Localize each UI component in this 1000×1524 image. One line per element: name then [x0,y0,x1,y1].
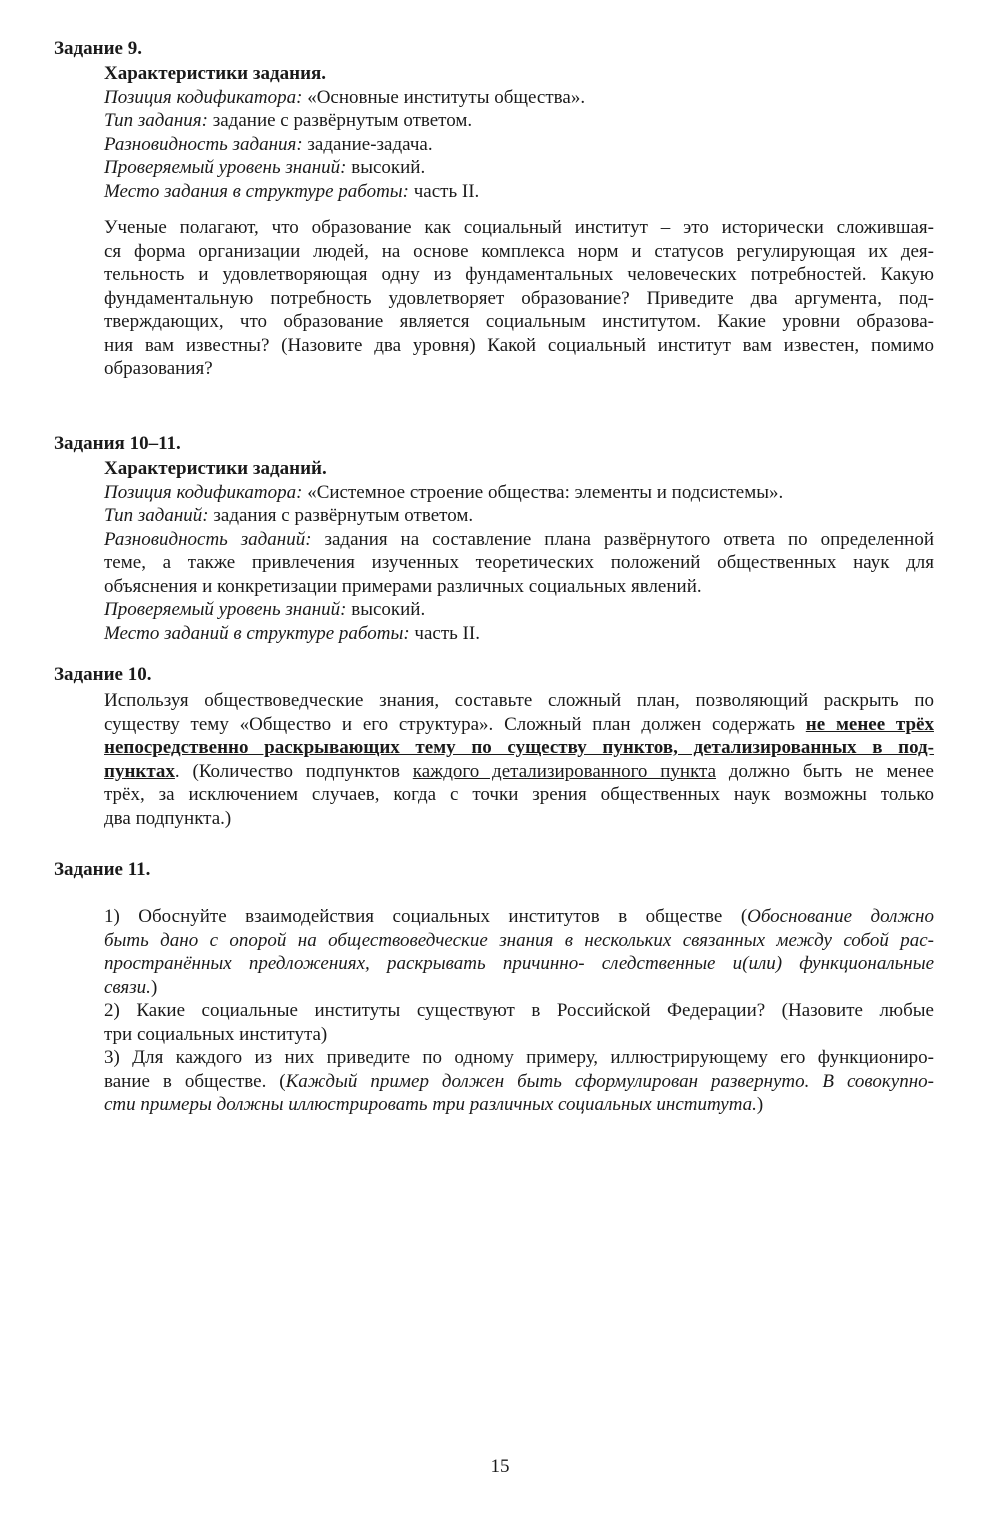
task9-title: Задание 9. [54,38,142,59]
task9-place: Место задания в структуре работы: часть II. [104,180,480,202]
tasks10-11-variety-cont: объяснения и конкретизации примерами различных социальных явлений. [104,575,702,597]
task9-text [104,216,934,381]
task11-text [104,905,934,1117]
task9-text-line: Ученые полагают, что образование как социальный институт – это исторически сложившая- [104,217,934,238]
task9-type: Тип задания: задание с развёрнутым ответом. [104,110,473,131]
tasks10-11-variety: Разновидность заданий: задания на составление плана развёрнутого ответа по определенной [104,528,934,550]
task9-characteristics [104,62,934,203]
task10-text [104,689,934,830]
tasks10-11-variety-cont: теме, а также привлечения изученных теоретических положений общественных наук для [104,552,934,573]
task9-text-line: фундаментальную потребность удовлетворяет образование? Приведите два аргумента, под- [104,287,934,309]
task9-characteristics-heading: Характеристики задания. [104,63,327,84]
task9-text-line: тверждающих, что образование является социальным институтом. Какие уровни образова- [104,311,934,332]
task9-text-line: тельность и удовлетворяющая одну из фундаментальных человеческих потребностей. Какую [104,264,934,285]
tasks10-11-place: Место заданий в структуре работы: часть II. [104,622,480,644]
task11-item2: 2) Какие социальные институты существуют в Российской Федерации? (Назовите любые [104,1000,934,1021]
task9-text-line: ния вам известны? (Назовите два уровня) Какой социальный институт вам известен, помимо [104,334,934,356]
task9-text-line: образования? [104,358,213,379]
task10-line: существу тему «Общество и его структура». Сложный план должен содержать не менее трёх [104,713,934,735]
task11-item3: 3) Для каждого из них приведите по одному примеру, иллюстрирующему его функциониро- [104,1047,934,1068]
task10-line: Используя обществоведческие знания, составьте сложный план, позволяющий раскрыть по [104,690,934,711]
task11-item1-cont: пространённых предложениях, раскрывать причинно- следственные и(или) функциональные [104,953,934,974]
task9-level: Проверяемый уровень знаний: высокий. [104,157,426,178]
task10-title: Задание 10. [54,664,152,685]
tasks10-11-title: Задания 10–11. [54,433,181,454]
tasks10-11-codifier: Позиция кодификатора: «Системное строение общества: элементы и подсистемы». [104,481,784,503]
task11-item3-cont: вание в обществе. (Каждый пример должен быть сформулирован развернуто. В совокупно- [104,1070,934,1092]
tasks10-11-level: Проверяемый уровень знаний: высокий. [104,599,426,620]
page-number: 15 [490,1456,510,1477]
tasks10-11-type: Тип заданий: задания с развёрнутым ответом. [104,505,474,526]
task11-title: Задание 11. [54,859,151,880]
task9-variety: Разновидность задания: задание-задача. [104,133,433,155]
task11-item1-cont: быть дано с опорой на обществоведческие знания в нескольких связанных между собой рас- [104,929,934,951]
task10-line: трёх, за исключением случаев, когда с точки зрения общественных наук возможны только [104,784,934,805]
task10-line: непосредственно раскрывающих тему по существу пунктов, детализированных в под- [104,737,934,758]
task11-item1-cont: связи.) [104,976,158,998]
task11-item2-cont: три социальных института) [104,1023,328,1045]
task11-item1: 1) Обоснуйте взаимодействия социальных институтов в обществе (Обоснование должно [104,906,934,927]
task10-line: два подпункта.) [104,807,232,829]
task11-item3-cont: сти примеры должны иллюстрировать три различных социальных института.) [104,1094,764,1115]
tasks10-11-characteristics [104,457,934,645]
task9-text-line: ся форма организации людей, на основе комплекса норм и статусов регулирующая их дея- [104,240,934,262]
tasks10-11-characteristics-heading: Характеристики заданий. [104,458,327,479]
task10-line: пунктах. (Количество подпунктов каждого детализированного пункта должно быть не менее [104,760,934,782]
task9-codifier: Позиция кодификатора: «Основные институты общества». [104,86,586,108]
